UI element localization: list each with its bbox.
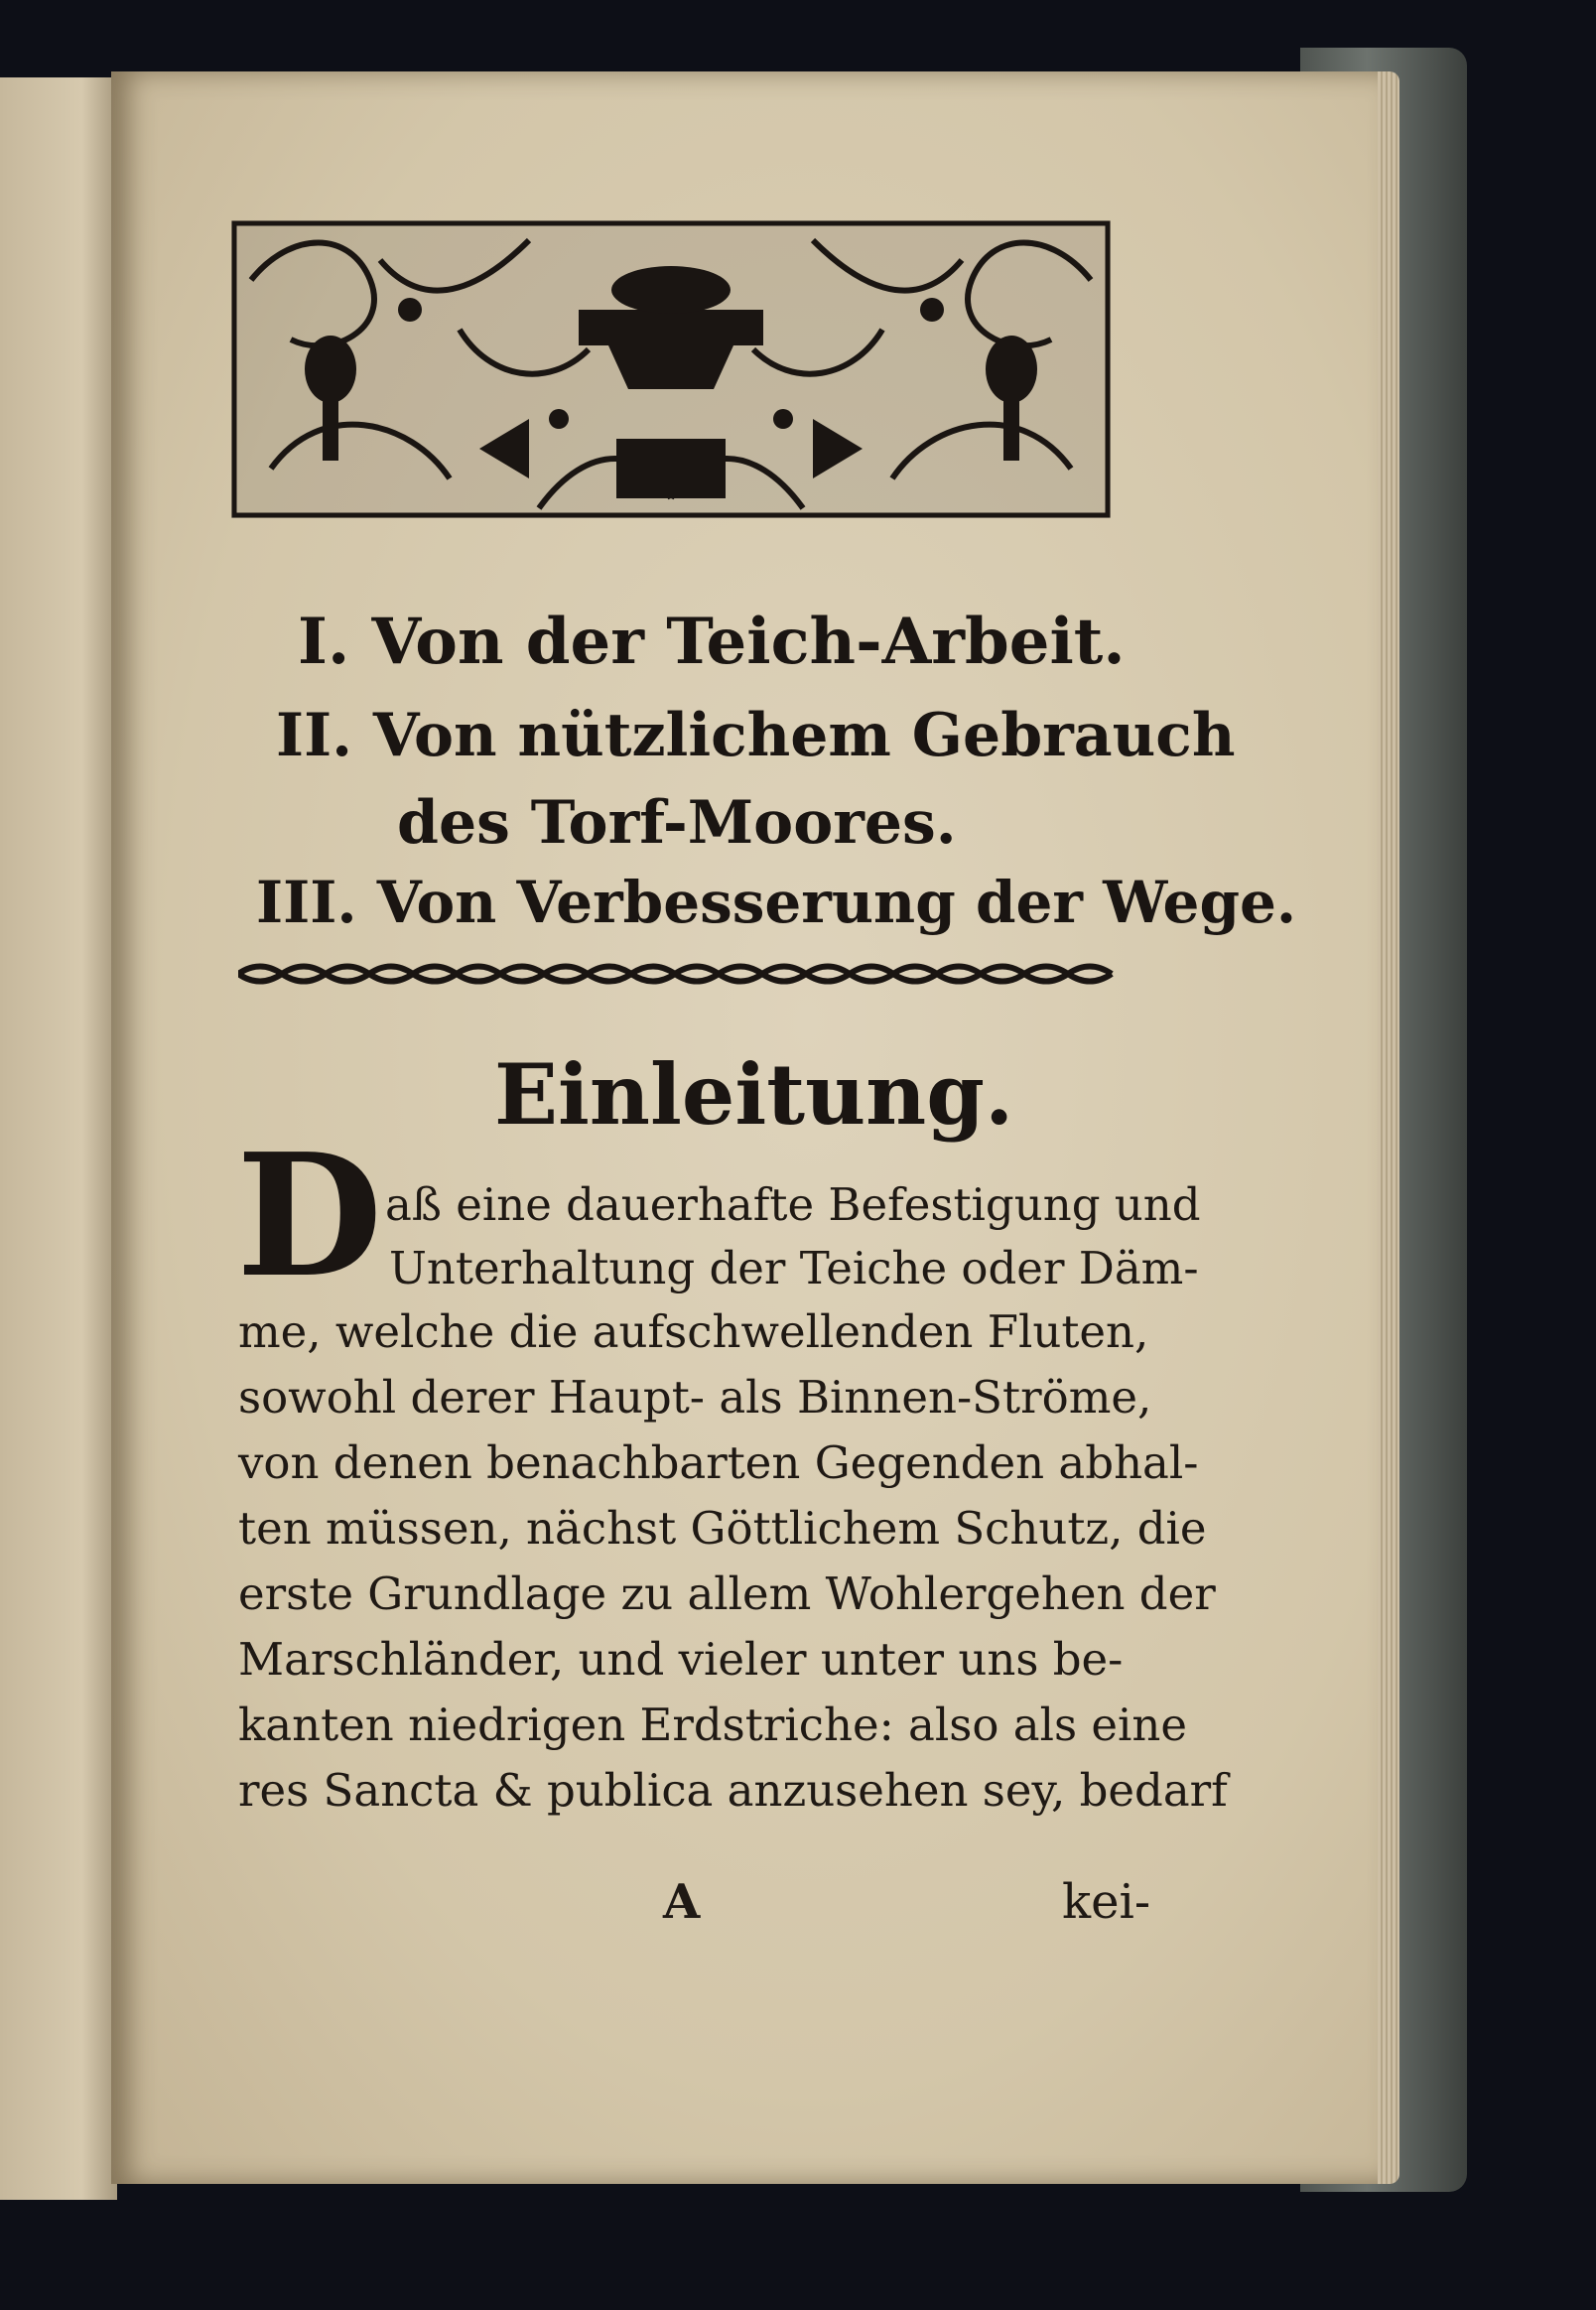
body-line-7: erste Grundlage zu allem Wohlergehen der: [238, 1567, 1216, 1620]
body-line-10: res Sancta & publica anzusehen sey, bedarf: [238, 1764, 1228, 1817]
body-line-3: me, welche die aufschwellenden Fluten,: [238, 1305, 1149, 1358]
body-line-8: Marschländer, und vieler unter uns be-: [238, 1633, 1124, 1686]
section-title: Einleitung.: [494, 1045, 1014, 1144]
heading-torf-gebrauch: II. Von nützlichem Gebrauch: [276, 701, 1236, 770]
body-line-4: sowohl derer Haupt- als Binnen-Ströme,: [238, 1371, 1152, 1424]
body-line-2: Unterhaltung der Teiche oder Däm-: [389, 1242, 1199, 1294]
body-line-9: kanten niedrigen Erdstriche: also als eine: [238, 1699, 1188, 1751]
left-page-edge: [0, 77, 117, 2200]
signature-mark: A: [663, 1874, 701, 1930]
heading-torf-moores: des Torf-Moores.: [397, 788, 957, 858]
heading-wege: III. Von Verbesserung der Wege.: [256, 869, 1297, 936]
decorative-rule: [238, 959, 1122, 989]
drop-cap-initial: D: [236, 1117, 383, 1315]
body-line-5: von denen benachbarten Gegenden abhal-: [238, 1436, 1199, 1489]
catchword: kei-: [1062, 1874, 1151, 1930]
body-line-1: aß eine dauerhafte Befestigung und: [385, 1178, 1201, 1231]
heading-teich-arbeit: I. Von der Teich-Arbeit.: [298, 605, 1126, 679]
decorative-headpiece: [231, 220, 1111, 518]
body-line-6: ten müssen, nächst Göttlichem Schutz, die: [238, 1502, 1207, 1555]
